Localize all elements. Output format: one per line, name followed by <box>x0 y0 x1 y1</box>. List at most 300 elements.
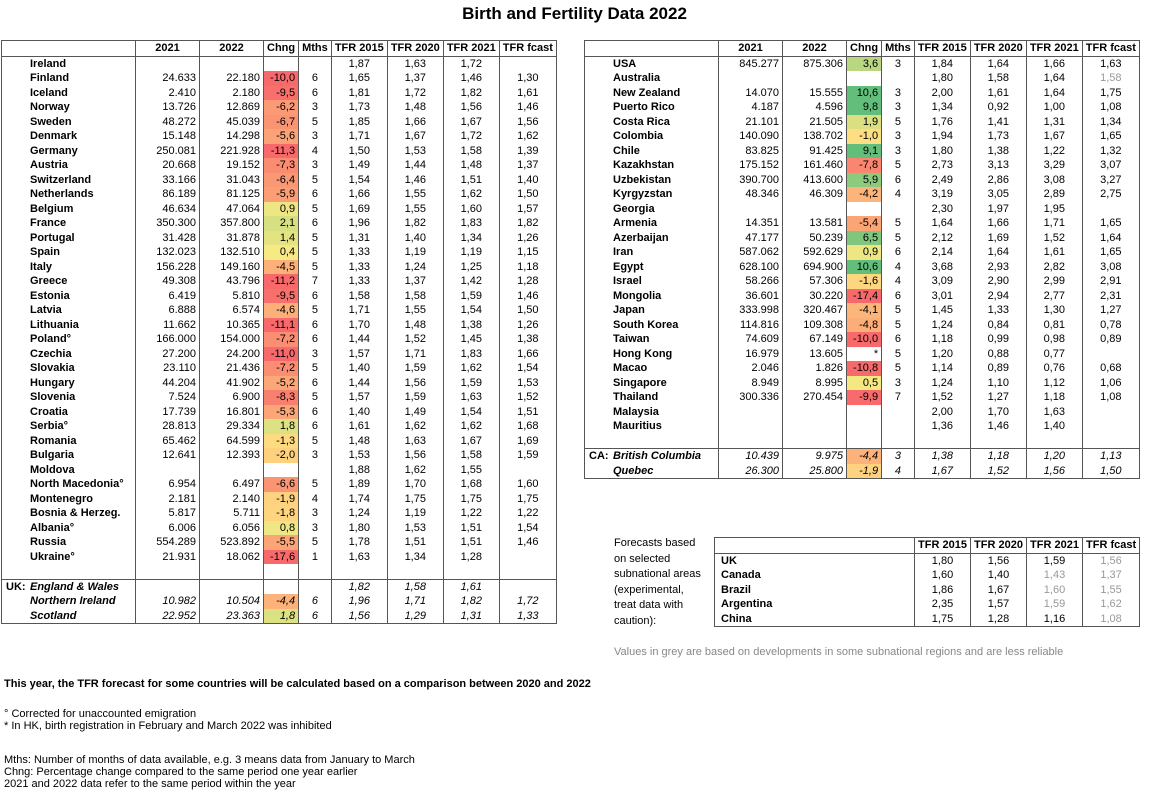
births-2021: 11.662 <box>136 318 200 333</box>
tfr-2021: 0,98 <box>1026 332 1082 347</box>
months-count: 3 <box>299 158 332 173</box>
months-count: 1 <box>299 550 332 565</box>
months-count: 3 <box>882 376 915 391</box>
births-2022: 31.878 <box>200 231 264 246</box>
births-2022: 91.425 <box>783 144 847 159</box>
grey-values-note: Values in grey are based on developments in some subnational regions and are less reliable <box>614 646 1064 658</box>
tfr-forecast: 1,56 <box>499 115 556 130</box>
births-2021: 12.641 <box>136 448 200 463</box>
births-2021: 22.952 <box>136 609 200 624</box>
months-count: 6 <box>299 86 332 101</box>
tfr-forecast: 1,37 <box>499 158 556 173</box>
change-percent: -5,9 <box>264 187 299 202</box>
births-2022: 6.900 <box>200 390 264 405</box>
tfr-2020: 1,63 <box>387 56 443 71</box>
table-row <box>2 376 557 391</box>
months-count: 5 <box>882 361 915 376</box>
births-2022: 523.892 <box>200 535 264 550</box>
tfr-2020: 1,73 <box>970 129 1026 144</box>
tfr-forecast: 1,46 <box>499 100 556 115</box>
tfr-2020: 1,52 <box>970 464 1026 479</box>
births-2022: 14.298 <box>200 129 264 144</box>
tfr-forecast: 1,52 <box>499 390 556 405</box>
table-row <box>715 583 1140 598</box>
country-name: Russia <box>2 535 136 550</box>
country-name <box>2 609 136 624</box>
tfr-2015: 3,09 <box>914 274 970 289</box>
table-row <box>585 144 1140 159</box>
births-2022: 6.574 <box>200 303 264 318</box>
tfr-2015: 1,24 <box>914 318 970 333</box>
tfr-2020: 1,64 <box>970 245 1026 260</box>
table-row <box>585 318 1140 333</box>
change-percent: -8,3 <box>264 390 299 405</box>
tfr-2015: 1,96 <box>331 216 387 231</box>
births-2022: 15.555 <box>783 86 847 101</box>
births-2022: 10.365 <box>200 318 264 333</box>
table-row <box>2 129 557 144</box>
change-percent: 10,6 <box>847 86 882 101</box>
table-row <box>2 86 557 101</box>
country-name: China <box>715 612 915 627</box>
column-header: TFR 2021 <box>1026 41 1082 57</box>
column-header <box>2 41 136 57</box>
months-count: 6 <box>299 332 332 347</box>
table-row <box>2 187 557 202</box>
country-name: Denmark <box>2 129 136 144</box>
births-2021: 27.200 <box>136 347 200 362</box>
forecast-text-line: subnational areas <box>614 568 701 580</box>
country-name <box>585 449 719 464</box>
change-percent: 1,9 <box>847 115 882 130</box>
change-percent: 10,6 <box>847 260 882 275</box>
change-percent <box>847 202 882 217</box>
forecast-text-line: (experimental, <box>614 583 684 596</box>
months-count: 6 <box>299 419 332 434</box>
tfr-forecast: 1,08 <box>1082 390 1139 405</box>
births-2021: 17.739 <box>136 405 200 420</box>
tfr-2020: 1,29 <box>387 609 443 624</box>
tfr-forecast: 1,08 <box>1083 612 1140 627</box>
tfr-2021: 1,56 <box>443 100 499 115</box>
change-percent: 1,4 <box>264 231 299 246</box>
tfr-2021: 2,99 <box>1026 274 1082 289</box>
births-2022: 5.810 <box>200 289 264 304</box>
births-2022: 149.160 <box>200 260 264 275</box>
tfr-2020: 1,63 <box>387 434 443 449</box>
months-count: 3 <box>882 86 915 101</box>
births-2022: 45.039 <box>200 115 264 130</box>
country-name: Montenegro <box>2 492 136 507</box>
tfr-2020: 2,86 <box>970 173 1026 188</box>
births-2021: 10.982 <box>136 594 200 609</box>
tfr-forecast: 1,46 <box>499 289 556 304</box>
table-row <box>585 419 1140 434</box>
births-2021: 2.046 <box>719 361 783 376</box>
change-percent: 0,5 <box>847 376 882 391</box>
table-row <box>585 71 1140 86</box>
spacer-cell <box>200 564 264 579</box>
column-header: Chng <box>847 41 882 57</box>
months-count: 7 <box>882 390 915 405</box>
country-name: New Zealand <box>585 86 719 101</box>
months-count: 5 <box>299 390 332 405</box>
births-2022: 5.711 <box>200 506 264 521</box>
country-name: Kazakhstan <box>585 158 719 173</box>
table-row <box>715 597 1140 612</box>
tfr-2015: 3,68 <box>914 260 970 275</box>
tfr-2020: 1,71 <box>387 347 443 362</box>
tfr-2021: 1,54 <box>443 405 499 420</box>
country-name: Latvia <box>2 303 136 318</box>
table-row <box>585 100 1140 115</box>
tfr-2015: 1,73 <box>331 100 387 115</box>
births-2022: 9.975 <box>783 449 847 464</box>
births-2021: 58.266 <box>719 274 783 289</box>
births-2021: 132.023 <box>136 245 200 260</box>
births-2022: 18.062 <box>200 550 264 565</box>
tfr-2015: 1,80 <box>914 71 970 86</box>
column-header: Chng <box>264 41 299 57</box>
column-header: TFR 2020 <box>971 538 1027 554</box>
table-row <box>2 144 557 159</box>
tfr-2021: 1,59 <box>1027 597 1083 612</box>
table-row <box>2 231 557 246</box>
months-count: 5 <box>882 216 915 231</box>
tfr-2021: 1,43 <box>1027 568 1083 583</box>
column-header: 2021 <box>719 41 783 57</box>
tfr-2020: 1,55 <box>387 202 443 217</box>
tfr-2021: 3,08 <box>1026 173 1082 188</box>
table-row <box>2 347 557 362</box>
tfr-forecast: 1,75 <box>499 492 556 507</box>
months-count <box>882 71 915 86</box>
tfr-2020: 0,99 <box>970 332 1026 347</box>
births-2021: 47.177 <box>719 231 783 246</box>
months-count <box>882 419 915 434</box>
births-2022: 64.599 <box>200 434 264 449</box>
country-name: Lithuania <box>2 318 136 333</box>
tfr-forecast: 1,46 <box>499 535 556 550</box>
births-2021: 48.346 <box>719 187 783 202</box>
forecast-text-line: caution): <box>614 614 657 627</box>
tfr-forecast <box>499 463 556 478</box>
change-percent: 0,8 <box>264 521 299 536</box>
births-2022 <box>200 56 264 71</box>
tfr-2020: 1,56 <box>387 376 443 391</box>
tfr-forecast: 1,38 <box>499 332 556 347</box>
table-row <box>585 464 1140 479</box>
change-percent: -7,2 <box>264 361 299 376</box>
tfr-2021: 1,59 <box>443 289 499 304</box>
tfr-2021: 1,72 <box>443 56 499 71</box>
tfr-2015: 1,64 <box>914 216 970 231</box>
table-row <box>585 361 1140 376</box>
country-name: Australia <box>585 71 719 86</box>
tfr-2020: 2,93 <box>970 260 1026 275</box>
column-header: TFR 2015 <box>331 41 387 57</box>
table-row <box>2 390 557 405</box>
months-count: 4 <box>882 274 915 289</box>
change-percent: 0,9 <box>264 202 299 217</box>
months-count: 6 <box>882 289 915 304</box>
births-2021: 44.204 <box>136 376 200 391</box>
change-percent: -6,2 <box>264 100 299 115</box>
births-2021: 628.100 <box>719 260 783 275</box>
births-2021: 8.949 <box>719 376 783 391</box>
tfr-2015: 1,33 <box>331 260 387 275</box>
country-name <box>2 579 136 594</box>
births-2022: 138.702 <box>783 129 847 144</box>
tfr-2015: 1,74 <box>331 492 387 507</box>
tfr-2020: 1,66 <box>970 216 1026 231</box>
tfr-2020: 1,19 <box>387 245 443 260</box>
tfr-2015: 1,57 <box>331 390 387 405</box>
change-percent: 3,6 <box>847 56 882 71</box>
country-name: Hong Kong <box>585 347 719 362</box>
tfr-2015: 1,52 <box>914 390 970 405</box>
births-2022: 413.600 <box>783 173 847 188</box>
tfr-forecast <box>1082 202 1139 217</box>
country-name: Israel <box>585 274 719 289</box>
column-header: TFR 2020 <box>970 41 1026 57</box>
change-percent: 9,8 <box>847 100 882 115</box>
births-2021 <box>136 579 200 594</box>
tfr-2021: 1,71 <box>1026 216 1082 231</box>
column-header: 2022 <box>200 41 264 57</box>
table-row <box>585 303 1140 318</box>
tfr-forecast: 1,65 <box>1082 245 1139 260</box>
table-row <box>2 332 557 347</box>
months-count: 3 <box>882 144 915 159</box>
births-2021: 49.308 <box>136 274 200 289</box>
table-row <box>2 173 557 188</box>
tfr-2015: 1,87 <box>331 56 387 71</box>
births-2022: 47.064 <box>200 202 264 217</box>
months-count: 5 <box>299 303 332 318</box>
births-2022: 875.306 <box>783 56 847 71</box>
tfr-2015: 3,01 <box>914 289 970 304</box>
country-name: Japan <box>585 303 719 318</box>
months-count <box>882 202 915 217</box>
births-2021 <box>719 71 783 86</box>
births-2022: 25.800 <box>783 464 847 479</box>
spacer-cell <box>331 564 387 579</box>
tfr-forecast: 1,15 <box>499 245 556 260</box>
months-count: 6 <box>299 609 332 624</box>
tfr-forecast: 1,82 <box>499 216 556 231</box>
table-row <box>2 477 557 492</box>
table-row <box>2 521 557 536</box>
births-2021: 140.090 <box>719 129 783 144</box>
tfr-2020: 1,61 <box>970 86 1026 101</box>
table-row <box>2 56 557 71</box>
births-2021 <box>719 419 783 434</box>
change-percent: -5,6 <box>264 129 299 144</box>
tfr-forecast <box>499 550 556 565</box>
tfr-forecast: 3,07 <box>1082 158 1139 173</box>
country-name: Taiwan <box>585 332 719 347</box>
months-count: 5 <box>299 434 332 449</box>
change-percent: -11,1 <box>264 318 299 333</box>
tfr-forecast: 1,65 <box>1082 129 1139 144</box>
births-2022: 29.334 <box>200 419 264 434</box>
months-count: 6 <box>882 332 915 347</box>
tfr-2020: 1,41 <box>970 115 1026 130</box>
tfr-2015: 1,65 <box>331 71 387 86</box>
tfr-2015: 1,96 <box>331 594 387 609</box>
tfr-2020: 1,58 <box>387 579 443 594</box>
country-name: Slovenia <box>2 390 136 405</box>
births-2022: 43.796 <box>200 274 264 289</box>
change-percent: -1,9 <box>847 464 882 479</box>
change-percent: -6,7 <box>264 115 299 130</box>
tfr-2021: 1,58 <box>443 144 499 159</box>
table-row <box>2 318 557 333</box>
births-2021: 14.070 <box>719 86 783 101</box>
tfr-2020: 1,56 <box>971 553 1027 568</box>
births-2021: 24.633 <box>136 71 200 86</box>
tfr-2021: 1,60 <box>1027 583 1083 598</box>
tfr-2015: 1,44 <box>331 332 387 347</box>
table-row <box>585 216 1140 231</box>
months-count: 3 <box>299 100 332 115</box>
births-2021: 15.148 <box>136 129 200 144</box>
tfr-forecast: 1,60 <box>499 477 556 492</box>
births-2021: 6.006 <box>136 521 200 536</box>
table-row <box>2 594 557 609</box>
forecast-text-line: treat data with <box>614 599 684 611</box>
change-percent: -9,9 <box>847 390 882 405</box>
tfr-2015: 2,73 <box>914 158 970 173</box>
tfr-2021: 1,30 <box>1026 303 1082 318</box>
tfr-forecast: 1,50 <box>499 303 556 318</box>
tfr-2021: 1,63 <box>1026 405 1082 420</box>
tfr-forecast <box>1082 419 1139 434</box>
country-name: Ukraine° <box>2 550 136 565</box>
births-2022 <box>783 419 847 434</box>
births-2021: 83.825 <box>719 144 783 159</box>
forecast-table <box>714 537 1140 627</box>
tfr-2021: 1,67 <box>443 115 499 130</box>
tfr-2015: 1,49 <box>331 158 387 173</box>
births-2021 <box>136 463 200 478</box>
table-row <box>2 289 557 304</box>
tfr-2021: 1,48 <box>443 158 499 173</box>
tfr-2021: 1,59 <box>443 376 499 391</box>
births-2022: 13.605 <box>783 347 847 362</box>
tfr-2020: 1,62 <box>387 419 443 434</box>
births-2022: 46.309 <box>783 187 847 202</box>
tfr-2020: 1,57 <box>971 597 1027 612</box>
births-2021: 65.462 <box>136 434 200 449</box>
tfr-2015: 2,00 <box>914 405 970 420</box>
country-name: Colombia <box>585 129 719 144</box>
tfr-2015: 1,89 <box>331 477 387 492</box>
change-percent: -1,9 <box>264 492 299 507</box>
months-count: 5 <box>299 260 332 275</box>
column-header: Mths <box>299 41 332 57</box>
country-name: Macao <box>585 361 719 376</box>
tfr-2021: 1,67 <box>1026 129 1082 144</box>
births-2021: 36.601 <box>719 289 783 304</box>
tfr-2020: 1,64 <box>970 56 1026 71</box>
tfr-forecast: 1,62 <box>1083 597 1140 612</box>
spacer-row <box>585 434 1140 449</box>
column-header: TFR 2021 <box>1027 538 1083 554</box>
country-name: Portugal <box>2 231 136 246</box>
change-percent: 2,1 <box>264 216 299 231</box>
change-percent: -5,2 <box>264 376 299 391</box>
column-header: Mths <box>882 41 915 57</box>
births-2022: 161.460 <box>783 158 847 173</box>
births-2021: 20.668 <box>136 158 200 173</box>
births-2022: 1.826 <box>783 361 847 376</box>
births-2022: 50.239 <box>783 231 847 246</box>
table-row <box>585 173 1140 188</box>
births-2022: 81.125 <box>200 187 264 202</box>
tfr-2020: 1,51 <box>387 535 443 550</box>
tfr-forecast: 2,75 <box>1082 187 1139 202</box>
months-count: 6 <box>299 594 332 609</box>
tfr-forecast <box>1082 405 1139 420</box>
tfr-2021: 1,25 <box>443 260 499 275</box>
months-count: 5 <box>882 318 915 333</box>
change-percent: -7,8 <box>847 158 882 173</box>
country-name: USA <box>585 56 719 71</box>
births-2021: 16.979 <box>719 347 783 362</box>
change-percent <box>264 579 299 594</box>
births-2022: 16.801 <box>200 405 264 420</box>
tfr-2021: 1,22 <box>1026 144 1082 159</box>
change-percent <box>847 405 882 420</box>
country-name: Hungary <box>2 376 136 391</box>
tfr-2020: 1,44 <box>387 158 443 173</box>
tfr-forecast-note: This year, the TFR forecast for some countries will be calculated based on a comparison between 2020 and 2022 <box>4 678 591 690</box>
months-count: 6 <box>882 245 915 260</box>
tfr-2021: 1,66 <box>1026 56 1082 71</box>
tfr-2015: 1,75 <box>915 612 971 627</box>
births-2022: 12.393 <box>200 448 264 463</box>
table-row <box>585 129 1140 144</box>
births-2022: 21.436 <box>200 361 264 376</box>
table-row <box>2 202 557 217</box>
country-name: South Korea <box>585 318 719 333</box>
tfr-2021: 1,60 <box>443 202 499 217</box>
tfr-2015: 1,61 <box>331 419 387 434</box>
tfr-2021: 1,19 <box>443 245 499 260</box>
table-row <box>2 303 557 318</box>
births-2022 <box>783 71 847 86</box>
births-2022: 132.510 <box>200 245 264 260</box>
table-row <box>585 390 1140 405</box>
change-percent: -11,2 <box>264 274 299 289</box>
tfr-2015: 1,60 <box>915 568 971 583</box>
tfr-2021: 1,62 <box>443 187 499 202</box>
tfr-forecast: 1,50 <box>1082 464 1139 479</box>
births-2022: 2.180 <box>200 86 264 101</box>
births-2021: 21.101 <box>719 115 783 130</box>
tfr-2021: 1,46 <box>443 71 499 86</box>
tfr-2020: 1,53 <box>387 521 443 536</box>
column-header: TFR fcast <box>1082 41 1139 57</box>
births-2021: 33.166 <box>136 173 200 188</box>
months-count: 5 <box>299 231 332 246</box>
tfr-2015: 1,71 <box>331 129 387 144</box>
tfr-2015: 1,18 <box>914 332 970 347</box>
country-name: Spain <box>2 245 136 260</box>
country-name: Norway <box>2 100 136 115</box>
